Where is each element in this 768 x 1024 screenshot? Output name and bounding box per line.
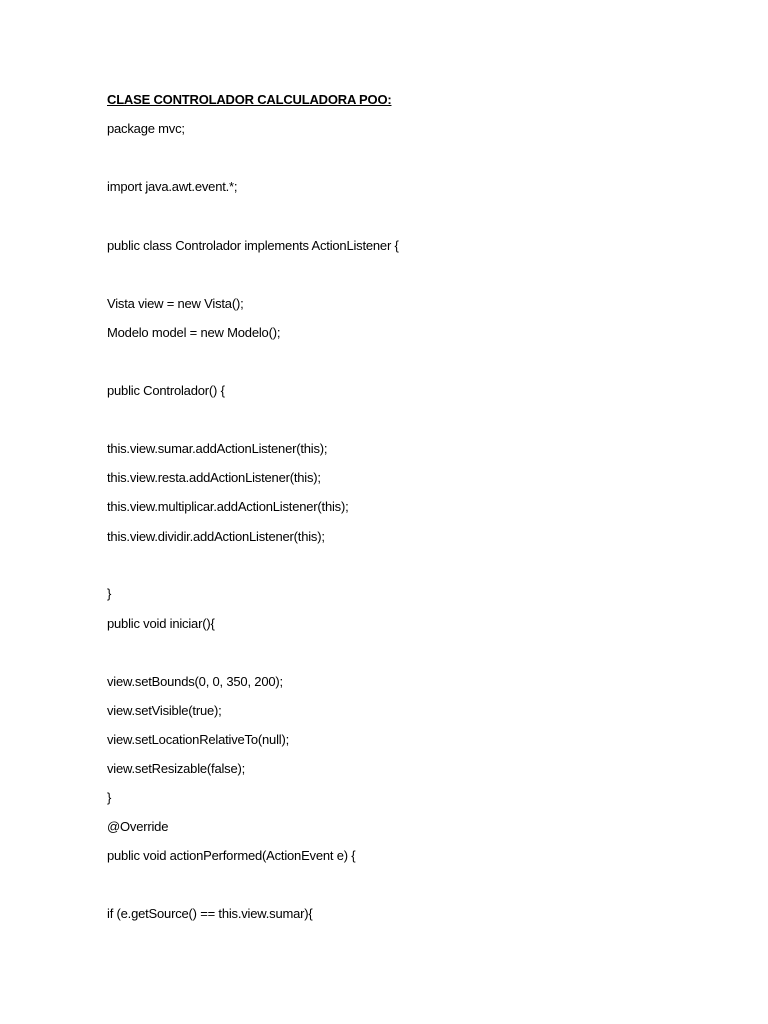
code-line: this.view.sumar.addActionListener(this); <box>107 441 328 456</box>
code-line: package mvc; <box>107 121 185 136</box>
code-line: this.view.multiplicar.addActionListener(this); <box>107 499 349 514</box>
code-line: if (e.getSource() == this.view.sumar){ <box>107 906 313 921</box>
code-line: Modelo model = new Modelo(); <box>107 325 281 340</box>
code-line: view.setLocationRelativeTo(null); <box>107 732 289 747</box>
document-heading: CLASE CONTROLADOR CALCULADORA POO: <box>107 92 392 107</box>
code-line: } <box>107 790 112 805</box>
code-line: public void iniciar(){ <box>107 616 215 631</box>
code-line: this.view.dividir.addActionListener(this); <box>107 529 325 544</box>
code-line: view.setBounds(0, 0, 350, 200); <box>107 674 283 689</box>
code-line: } <box>107 586 112 601</box>
code-line: Vista view = new Vista(); <box>107 296 244 311</box>
code-line: @Override <box>107 819 169 834</box>
code-line: import java.awt.event.*; <box>107 179 238 194</box>
code-line: view.setResizable(false); <box>107 761 246 776</box>
code-line: this.view.resta.addActionListener(this); <box>107 470 321 485</box>
code-line: public class Controlador implements ActionListener { <box>107 238 399 253</box>
code-line: public Controlador() { <box>107 383 225 398</box>
code-line: view.setVisible(true); <box>107 703 222 718</box>
code-line: public void actionPerformed(ActionEvent e) { <box>107 848 356 863</box>
